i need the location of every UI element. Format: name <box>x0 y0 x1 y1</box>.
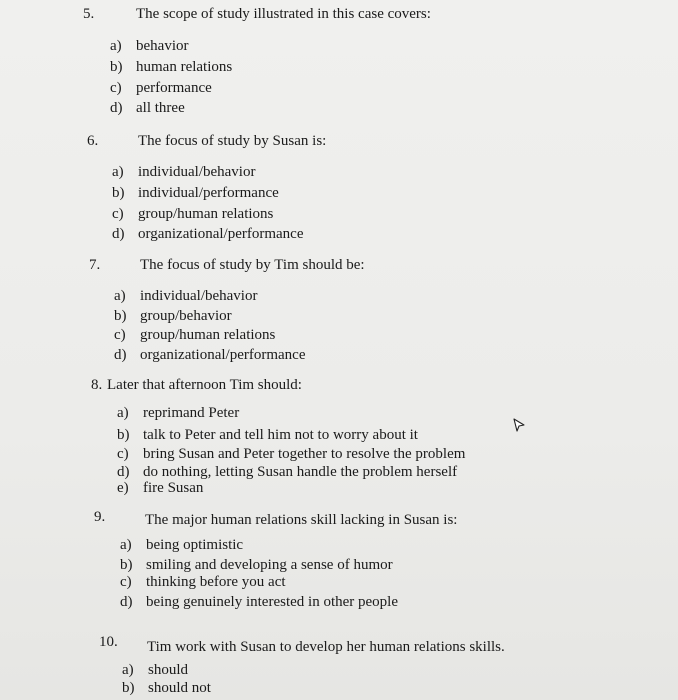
option-text: reprimand Peter <box>143 405 240 421</box>
option-letter: a) <box>114 288 126 304</box>
option-text: all three <box>136 100 185 116</box>
option-d <box>117 464 457 481</box>
option-letter: b) <box>122 680 135 696</box>
option-text: thinking before you act <box>146 574 286 590</box>
option-a <box>120 537 243 554</box>
option-text: group/human relations <box>140 327 276 343</box>
option-d <box>120 594 398 611</box>
option-letter: a) <box>120 537 132 553</box>
option-b <box>122 680 211 697</box>
question-text: The scope of study illustrated in this case covers: <box>136 6 431 22</box>
option-letter: b) <box>112 185 125 201</box>
option-d <box>110 100 185 117</box>
question-text: The major human relations skill lacking in Susan is: <box>145 512 458 528</box>
option-a <box>112 164 255 181</box>
option-d <box>112 226 303 243</box>
option-text: bring Susan and Peter together to resolve the problem <box>143 446 466 462</box>
option-letter: d) <box>112 226 125 242</box>
option-a <box>114 288 257 305</box>
option-text: human relations <box>136 59 233 75</box>
question-text: Tim work with Susan to develop her human relations skills. <box>147 639 505 655</box>
option-letter: b) <box>114 308 127 324</box>
option-text: fire Susan <box>143 480 204 496</box>
option-b <box>110 59 232 76</box>
option-letter: c) <box>117 446 129 462</box>
option-letter: c) <box>110 80 122 96</box>
option-letter: b) <box>117 427 130 443</box>
option-text: being optimistic <box>146 537 244 553</box>
option-c <box>112 206 273 223</box>
option-text: talk to Peter and tell him not to worry about it <box>143 427 418 443</box>
option-letter: b) <box>110 59 123 75</box>
option-letter: d) <box>114 347 127 363</box>
option-c <box>117 446 465 463</box>
option-text: individual/behavior <box>140 288 258 304</box>
option-letter: a) <box>112 164 124 180</box>
question-text: Later that afternoon Tim should: <box>107 377 302 393</box>
option-b <box>120 557 393 574</box>
option-text: behavior <box>136 38 189 54</box>
option-letter: d) <box>110 100 123 116</box>
question-number: 7. <box>89 257 101 273</box>
option-text: smiling and developing a sense of humor <box>146 557 393 573</box>
question-number: 8. <box>91 377 103 393</box>
question-number: 9. <box>94 509 106 525</box>
option-b <box>114 308 232 325</box>
option-a <box>122 662 188 679</box>
option-text: do nothing, letting Susan handle the problem herself <box>143 464 458 480</box>
option-c <box>110 80 212 97</box>
option-c <box>114 327 275 344</box>
option-letter: a) <box>122 662 134 678</box>
option-letter: b) <box>120 557 133 573</box>
option-b <box>112 185 279 202</box>
option-letter: d) <box>120 594 133 610</box>
mouse-pointer-icon <box>512 418 526 432</box>
option-letter: c) <box>114 327 126 343</box>
question-text: The focus of study by Susan is: <box>138 133 327 149</box>
option-letter: c) <box>112 206 124 222</box>
option-text: individual/behavior <box>138 164 256 180</box>
option-text: performance <box>136 80 212 96</box>
option-text: organizational/performance <box>138 226 304 242</box>
option-text: organizational/performance <box>140 347 306 363</box>
option-e <box>117 480 203 497</box>
option-letter: c) <box>120 574 132 590</box>
option-d <box>114 347 305 364</box>
option-c <box>120 574 286 591</box>
question-number: 5. <box>83 6 95 22</box>
question-number: 6. <box>87 133 99 149</box>
question-number: 10. <box>99 634 118 650</box>
option-a <box>117 405 239 422</box>
option-a <box>110 38 188 55</box>
option-text: individual/performance <box>138 185 279 201</box>
option-b <box>117 427 418 444</box>
option-text: should <box>148 662 189 678</box>
option-text: group/behavior <box>140 308 232 324</box>
question-text: The focus of study by Tim should be: <box>140 257 365 273</box>
option-text: should not <box>148 680 211 696</box>
option-text: group/human relations <box>138 206 274 222</box>
option-letter: d) <box>117 464 130 480</box>
option-letter: a) <box>117 405 129 421</box>
option-text: being genuinely interested in other people <box>146 594 399 610</box>
option-letter: a) <box>110 38 122 54</box>
option-letter: e) <box>117 480 129 496</box>
